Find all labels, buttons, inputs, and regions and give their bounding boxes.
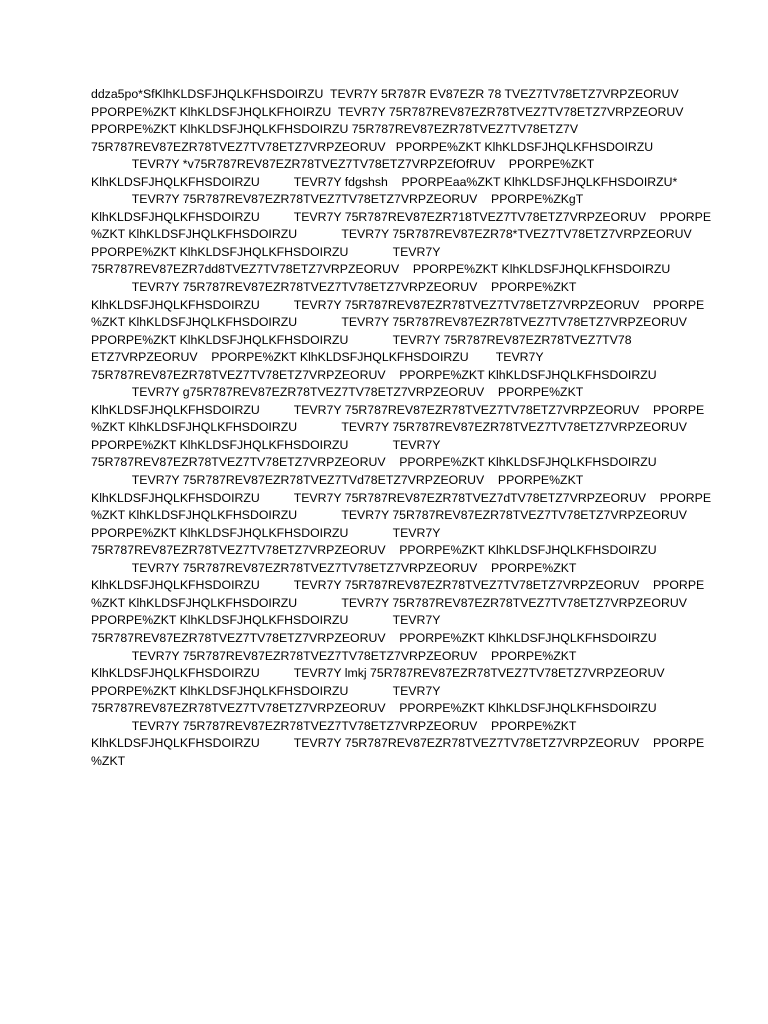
text-line: KlhKLDSFJHQLKFHSDOIRZU TEVR7Y 75R787REV87EZR718TVEZ7TV78ETZ7VRPZEORUV PPORPE (91, 209, 712, 224)
text-line: %ZKT KlhKLDSFJHQLKFHSDOIRZU TEVR7Y 75R787REV87EZR78TVEZ7TV78ETZ7VRPZEORUV (91, 595, 687, 610)
text-line: PPORPE%ZKT KlhKLDSFJHQLKFHSDOIRZU TEVR7Y (91, 244, 441, 259)
text-line: KlhKLDSFJHQLKFHSDOIRZU TEVR7Y 75R787REV87EZR78TVEZ7dTV78ETZ7VRPZEORUV PPORPE (91, 490, 712, 505)
text-line: 75R787REV87EZR78TVEZ7TV78ETZ7VRPZEORUV PPORPE%ZKT KlhKLDSFJHQLKFHSDOIRZU (91, 701, 657, 716)
text-line: 75R787REV87EZR7dd8TVEZ7TV78ETZ7VRPZEORUV PPORPE%ZKT KlhKLDSFJHQLKFHSDOIRZU (91, 262, 671, 277)
text-line: TEVR7Y 75R787REV87EZR78TVEZ7TV78ETZ7VRPZEORUV PPORPE%ZKT (91, 648, 577, 663)
document-body (91, 86, 712, 770)
text-line: PPORPE%ZKT KlhKLDSFJHQLKFHSDOIRZU 75R787REV87EZR78TVEZ7TV78ETZ7V (91, 122, 579, 137)
text-line: ddza5po*SfKlhKLDSFJHQLKFHSDOIRZU TEVR7Y 5R787R EV87EZR 78 TVEZ7TV78ETZ7VRPZEORUV (91, 87, 679, 101)
text-line: 75R787REV87EZR78TVEZ7TV78ETZ7VRPZEORUV PPORPE%ZKT KlhKLDSFJHQLKFHSDOIRZU (91, 630, 657, 645)
text-line: KlhKLDSFJHQLKFHSDOIRZU TEVR7Y lmkj 75R787REV87EZR78TVEZ7TV78ETZ7VRPZEORUV (91, 666, 665, 681)
text-line: KlhKLDSFJHQLKFHSDOIRZU TEVR7Y 75R787REV87EZR78TVEZ7TV78ETZ7VRPZEORUV PPORPE (91, 402, 705, 417)
text-line: TEVR7Y *v75R787REV87EZR78TVEZ7TV78ETZ7VRPZEfOfRUV PPORPE%ZKT (91, 157, 595, 172)
text-line: %ZKT KlhKLDSFJHQLKFHSDOIRZU TEVR7Y 75R787REV87EZR78TVEZ7TV78ETZ7VRPZEORUV (91, 315, 687, 330)
text-line: %ZKT KlhKLDSFJHQLKFHSDOIRZU TEVR7Y 75R787REV87EZR78TVEZ7TV78ETZ7VRPZEORUV (91, 420, 687, 435)
text-line: PPORPE%ZKT KlhKLDSFJHQLKFHSDOIRZU TEVR7Y (91, 525, 441, 540)
text-line: ETZ7VRPZEORUV PPORPE%ZKT KlhKLDSFJHQLKFHSDOIRZU TEVR7Y (91, 350, 544, 365)
text-line: PPORPE%ZKT KlhKLDSFJHQLKFHSDOIRZU TEVR7Y (91, 437, 441, 452)
text-line: TEVR7Y 75R787REV87EZR78TVEZ7TV78ETZ7VRPZEORUV PPORPE%ZKT (91, 560, 577, 575)
text-line: 75R787REV87EZR78TVEZ7TV78ETZ7VRPZEORUV PPORPE%ZKT KlhKLDSFJHQLKFHSDOIRZU (91, 455, 657, 470)
text-line: PPORPE%ZKT KlhKLDSFJHQLKFHOIRZU TEVR7Y 75R787REV87EZR78TVEZ7TV78ETZ7VRPZEORUV (91, 104, 684, 119)
text-line: 75R787REV87EZR78TVEZ7TV78ETZ7VRPZEORUV PPORPE%ZKT KlhKLDSFJHQLKFHSDOIRZU (91, 543, 657, 558)
text-line: %ZKT KlhKLDSFJHQLKFHSDOIRZU TEVR7Y 75R787REV87EZR78TVEZ7TV78ETZ7VRPZEORUV (91, 508, 687, 523)
text-line: KlhKLDSFJHQLKFHSDOIRZU TEVR7Y fdgshsh PPORPEaa%ZKT KlhKLDSFJHQLKFHSDOIRZU* (91, 174, 678, 189)
text-line: PPORPE%ZKT KlhKLDSFJHQLKFHSDOIRZU TEVR7Y (91, 683, 441, 698)
text-line: TEVR7Y 75R787REV87EZR78TVEZ7TV78ETZ7VRPZEORUV PPORPE%ZKT (91, 718, 577, 733)
text-line: 75R787REV87EZR78TVEZ7TV78ETZ7VRPZEORUV PPORPE%ZKT KlhKLDSFJHQLKFHSDOIRZU (91, 367, 657, 382)
text-line: %ZKT (91, 753, 126, 768)
text-line: TEVR7Y 75R787REV87EZR78TVEZ7TVd78ETZ7VRPZEORUV PPORPE%ZKT (91, 473, 584, 488)
text-line: KlhKLDSFJHQLKFHSDOIRZU TEVR7Y 75R787REV87EZR78TVEZ7TV78ETZ7VRPZEORUV PPORPE (91, 736, 705, 751)
text-line: TEVR7Y 75R787REV87EZR78TVEZ7TV78ETZ7VRPZEORUV PPORPE%ZKT (91, 280, 577, 295)
text-line: TEVR7Y 75R787REV87EZR78TVEZ7TV78ETZ7VRPZEORUV PPORPE%ZKgT (91, 192, 584, 207)
text-line: PPORPE%ZKT KlhKLDSFJHQLKFHSDOIRZU TEVR7Y (91, 613, 441, 628)
text-line: KlhKLDSFJHQLKFHSDOIRZU TEVR7Y 75R787REV87EZR78TVEZ7TV78ETZ7VRPZEORUV PPORPE (91, 297, 705, 312)
text-line: PPORPE%ZKT KlhKLDSFJHQLKFHSDOIRZU TEVR7Y 75R787REV87EZR78TVEZ7TV78 (91, 332, 632, 347)
text-line: %ZKT KlhKLDSFJHQLKFHSDOIRZU TEVR7Y 75R787REV87EZR78*TVEZ7TV78ETZ7VRPZEORUV (91, 227, 692, 242)
text-line: KlhKLDSFJHQLKFHSDOIRZU TEVR7Y 75R787REV87EZR78TVEZ7TV78ETZ7VRPZEORUV PPORPE (91, 578, 705, 593)
text-line: TEVR7Y g75R787REV87EZR78TVEZ7TV78ETZ7VRPZEORUV PPORPE%ZKT (91, 385, 584, 400)
text-line: 75R787REV87EZR78TVEZ7TV78ETZ7VRPZEORUV PPORPE%ZKT KlhKLDSFJHQLKFHSDOIRZU (91, 139, 654, 154)
